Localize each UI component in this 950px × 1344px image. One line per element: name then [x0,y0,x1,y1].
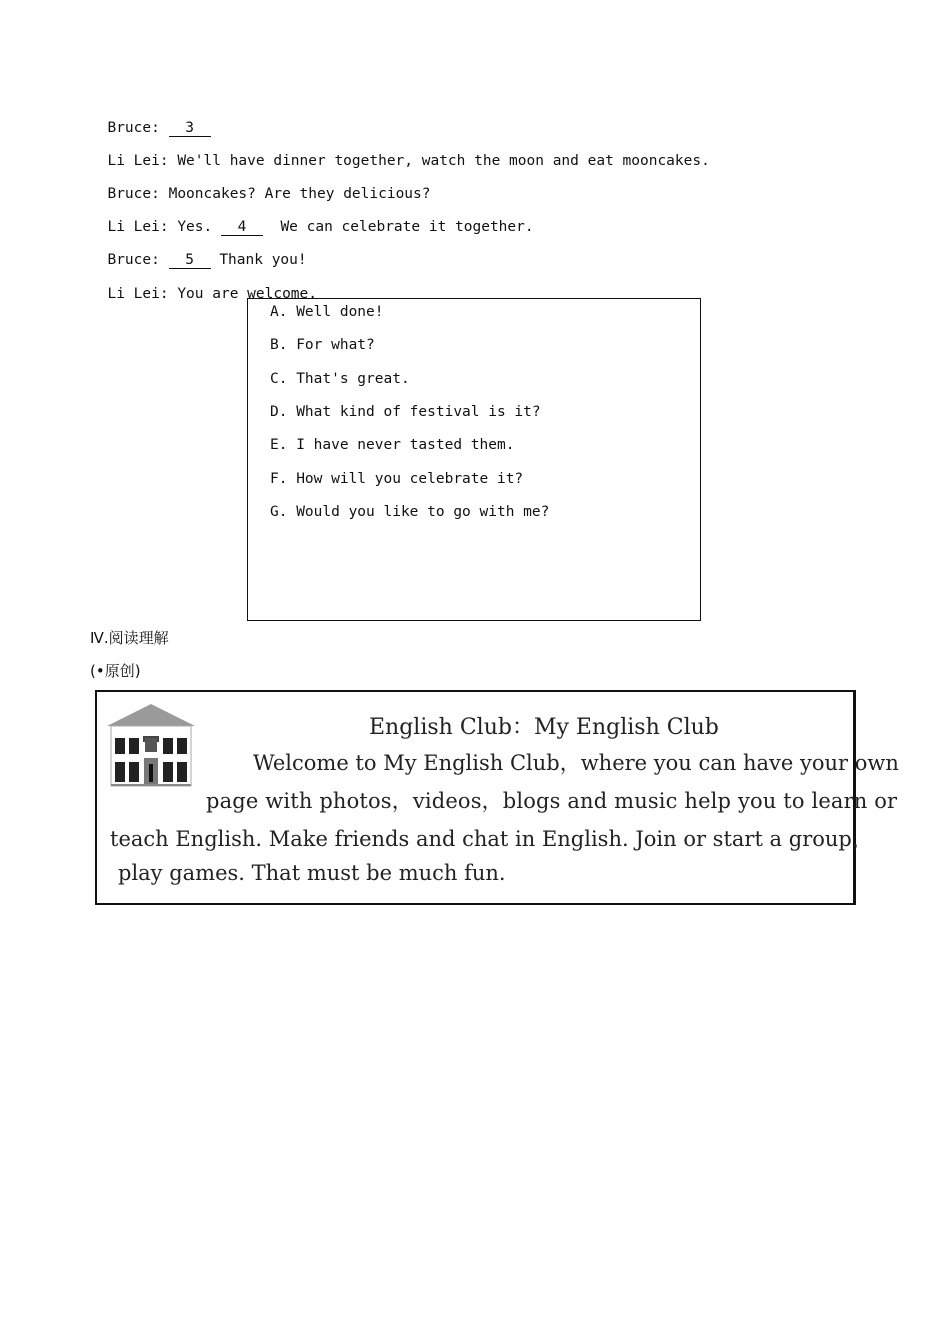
club-title: English Club：My English Club [369,715,719,740]
section-source: (•原创) [90,662,141,680]
option-a: A. Well done! [270,304,384,320]
line-text: You are welcome. [177,286,317,302]
club-text-line-2: page with photos，videos，blogs and music help you to learn or [206,789,898,813]
line-text: Mooncakes? Are they delicious? [168,186,431,202]
option-f: F. How will you celebrate it? [270,471,524,487]
line-after: Thank you! [219,252,307,268]
option-g: G. Would you like to go with me? [270,504,550,520]
speaker: Li Lei: [107,219,169,235]
speaker: Li Lei: [107,286,169,302]
dialogue-line-1 [90,104,211,137]
line-text: We'll have dinner together, watch the moon and eat mooncakes. [177,153,710,169]
dialogue-line-2 [90,137,710,169]
dialogue-line-3 [90,170,431,202]
option-d: D. What kind of festival is it? [270,404,541,420]
english-club-box [95,690,899,905]
speaker: Bruce: [107,252,160,268]
dialogue-line-4 [90,203,534,236]
option-c: C. That's great. [270,371,410,387]
option-b: B. For what? [270,337,375,353]
speaker: Li Lei: [107,153,169,169]
blank-3[interactable]: 3 [169,121,211,137]
section-heading: Ⅳ.阅读理解 [90,629,169,647]
dialogue-line-5 [90,236,307,269]
school-building-icon [105,698,197,790]
club-text-line-1: Welcome to My English Club，where you can have your own [253,751,899,775]
speaker: Bruce: [107,120,160,136]
blank-5[interactable]: 5 [169,253,211,269]
option-e: E. I have never tasted them. [270,437,515,453]
line-after: We can celebrate it together. [280,219,534,235]
options-box [247,298,701,621]
club-text-line-3: teach English. Make friends and chat in English. Join or start a group， [110,827,873,851]
club-text-line-4: play games. That must be much fun. [118,861,506,885]
line-before: Yes. [177,219,213,235]
speaker: Bruce: [107,186,160,202]
blank-4[interactable]: 4 [221,220,263,236]
